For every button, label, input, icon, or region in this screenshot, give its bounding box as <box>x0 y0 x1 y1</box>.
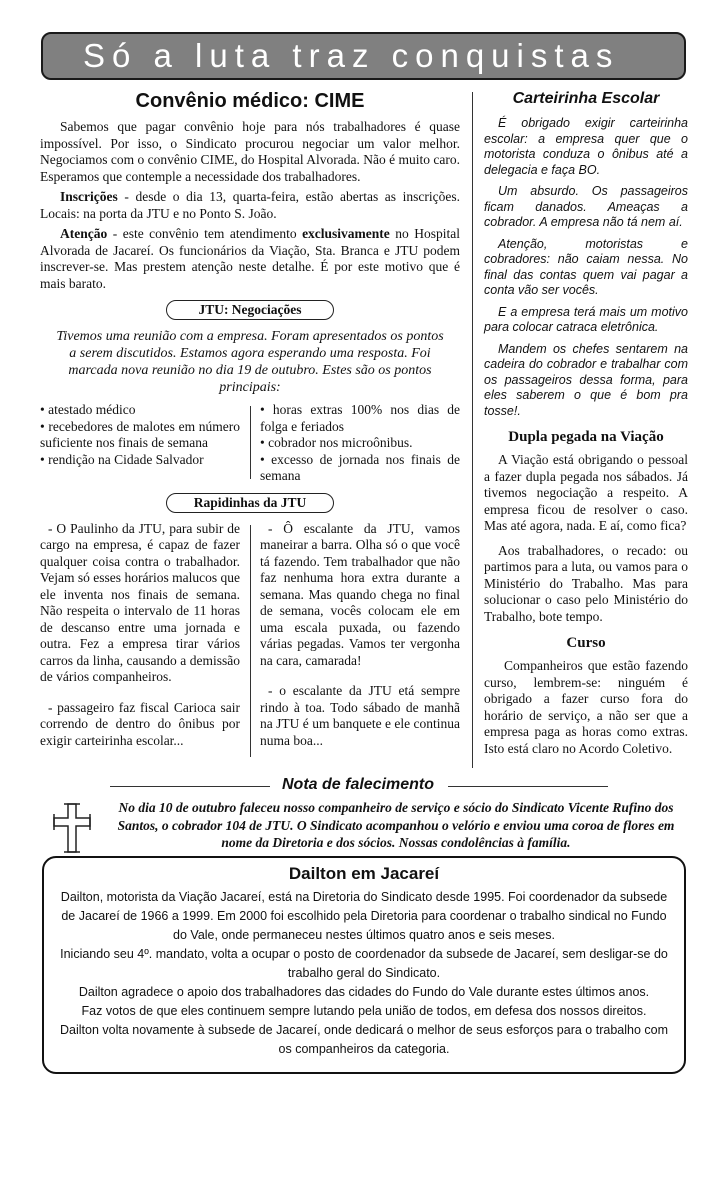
cime-title: Convênio médico: CIME <box>135 90 365 112</box>
curso-title: Curso <box>566 635 606 651</box>
cime-atencao <box>40 226 460 292</box>
dupla-paragraph: A Viação está obrigando o pessoal a fazer dupla pegada nos sábados. Já tivemos negociação a respeito. A empresa ficou de resolver o caso. Mas até agora, nada. E aí, como fica? <box>484 452 688 533</box>
dailton-paragraph: Dailton agradece o apoio dos trabalhadores das cidades do Fundo do Vale durante estes últimos anos. <box>78 985 650 999</box>
rapidinhas-divider <box>250 525 251 758</box>
nota-rule-right <box>448 786 608 787</box>
dailton-body <box>44 888 684 1059</box>
jtu-intro: Tivemos uma reunião com a empresa. Foram apresentados os pontos a serem discutidos. Estamos agora esperando uma resposta. Foi marcada nova reunião no dia 19 de outubro. Estes são os pontos principais: <box>56 329 444 395</box>
page-banner: Só a luta traz conquistas <box>41 32 686 80</box>
carteirinha-body <box>484 116 688 419</box>
inscricoes-text: - desde o dia 13, quarta-feira, estão abertas as inscrições. Locais: na porta da JTU e no Ponto S. João. <box>40 189 460 221</box>
dupla-title: Dupla pegada na Viação <box>508 429 664 445</box>
cime-paragraph: Sabemos que pagar convênio hoje para nós trabalhadores é quase impossível. Por isso, o Sindicato procurou negociar um valor melhor. Negociamos com o convênio CIME, do Hospital Alvorada. Não é muito caro. Esperamos que contemple a necessidade dos trabalhadores. <box>40 119 460 184</box>
jtu-point: • cobrador nos microônibus. <box>260 435 413 450</box>
carteirinha-paragraph: E a empresa terá mais um motivo para colocar catraca eletrônica. <box>484 304 688 334</box>
carteirinha-paragraph: Mandem os chefes sentarem na cadeira do cobrador e trabalhar com os passageiros dessa forma, para eles saberem o que é bom pra tosse!. <box>484 341 688 418</box>
right-column <box>484 88 688 761</box>
jtu-negociacoes-title: JTU: Negociações <box>166 300 334 320</box>
jtu-point: • recebedores de malotes em número suficiente nos finais de semana <box>40 418 240 450</box>
carteirinha-title: Carteirinha Escolar <box>512 90 660 107</box>
rapidinha-item: - o escalante da JTU etá sempre rindo à toa. Todo sábado de manhã na JTU é um banquete e ele continua numa boa... <box>260 683 460 748</box>
inscricoes-label: Inscrições <box>60 189 118 204</box>
carteirinha-paragraph: É obrigado exigir carteirinha escolar: a empresa quer que o motorista conduza o ônibus até a delegacia e faça BO. <box>484 116 688 177</box>
dailton-title: Dailton em Jacareí <box>288 864 440 883</box>
jtu-point: • rendição na Cidade Salvador <box>40 451 204 467</box>
carteirinha-paragraph: Atenção, motoristas e cobradores: não caiam nessa. No final das contas quem vai pagar a conta vão ser vocês. <box>484 236 688 297</box>
jtu-points-right <box>260 402 460 485</box>
rapidinha-item: - O Paulinho da JTU, para subir de cargo na empresa, é capaz de fazer qualquer coisa contra o trabalhador. Vejam só esses horários malucos que ele inventa nos finais de semana. Não respeita o intervalo de 11 horas de descanso entre uma jornada e outra. Fez a empresa tirar vários carros da linha, causando a demissão de vários companheiros. <box>40 520 240 684</box>
dailton-paragraph: Faz votos de que eles continuem sempre lutando pela união de todos, em defesa dos nossos direitos. <box>81 1004 647 1018</box>
rapidinha-item: - Ô escalante da JTU, vamos maneirar a barra. Olha só o que você tá fazendo. Tem trabalhador que não faz nenhuma hora extra durante a semana. Mas quando chega no final de semana, vocês colocam ele em uma escala puxada, ou fazendo várias pegadas. Vamos ter vergonha na cara, camarada! <box>260 520 460 668</box>
atencao-bold: exclusivamente <box>302 226 390 241</box>
cime-inscricoes <box>40 189 460 222</box>
dailton-paragraph: Dailton volta novamente à subsede de Jacareí, onde dedicará o melhor de seus esforços para o trabalho com os companheiros da categoria. <box>59 1023 668 1056</box>
dailton-paragraph: Iniciando seu 4º. mandato, volta a ocupar o posto de coordenador da subsede de Jacareí, sem desligar-se do trabalho geral do Sindicato. <box>60 947 668 980</box>
atencao-label: Atenção <box>60 226 108 241</box>
column-divider <box>472 92 473 768</box>
atencao-text-a: - este convênio tem atendimento <box>107 226 303 241</box>
dupla-paragraph: Aos trabalhadores, o recado: ou partimos para a luta, ou vamos para o Ministério do Trabalho. Mas para solucionar o caso pelo Ministério do Trabalho, bote tempo. <box>484 542 688 624</box>
rapidinhas-left <box>40 521 240 764</box>
nota-rule-left <box>110 786 270 787</box>
curso-text: Companheiros que estão fazendo curso, lembrem-se: ninguém é obrigado a fazer curso fora do horário de serviço, a não ser que a empresa paga as horas como extras. Isto está claro no Acordo Coletivo. <box>484 658 688 756</box>
cross-icon <box>44 800 100 856</box>
rapidinhas-title: Rapidinhas da JTU <box>166 493 334 513</box>
atencao-text-b: no Hospital Alvorada de Jacareí. Os funcionários da Viação, Sta. Branca e JTU podem inscrever-se. Mas prestem atenção neste detalhe. É por este motivo que é mais barato. <box>40 226 460 291</box>
jtu-point: • horas extras 100% nos dias de folga e feriados <box>260 402 460 434</box>
rapidinhas-body <box>40 521 460 764</box>
rapidinhas-right <box>260 521 460 764</box>
dailton-paragraph: Dailton, motorista da Viação Jacareí, está na Diretoria do Sindicato desde 1995. Foi coordenador da subsede de Jacareí de 1966 a 1999. Em 2000 foi escolhido pela Diretoria para coordenar o trabalho sindical no Fundo do Vale, onde permaneceu nestes últimos quatro anos e seis meses. <box>60 890 668 942</box>
jtu-points <box>40 402 460 485</box>
jtu-point: • excesso de jornada nos finais de semana <box>260 451 460 483</box>
rapidinha-item: - passageiro faz fiscal Carioca sair correndo de dentro do ônibus por exigir carteirinha escolar... <box>40 699 240 748</box>
carteirinha-paragraph: Um absurdo. Os passageiros ficam danados. Ameaças a cobrador. A empresa não tá nem aí. <box>484 184 688 229</box>
jtu-points-left <box>40 402 240 485</box>
left-column <box>40 88 460 763</box>
nota-text: No dia 10 de outubro faleceu nosso companheiro de serviço e sócio do Sindicato Vicente Rufino dos Santos, o cobrador 104 de JTU. O Sindicato acompanhou o velório e enviou uma coroa de flores em nome da Diretoria e dos sócios. Nossas condolências à família. <box>117 800 675 850</box>
dupla-body <box>484 452 688 625</box>
nota-title: Nota de falecimento <box>282 776 435 793</box>
jtu-point: • atestado médico <box>40 402 136 417</box>
jtu-points-divider <box>250 406 251 479</box>
dailton-box <box>42 856 686 1074</box>
